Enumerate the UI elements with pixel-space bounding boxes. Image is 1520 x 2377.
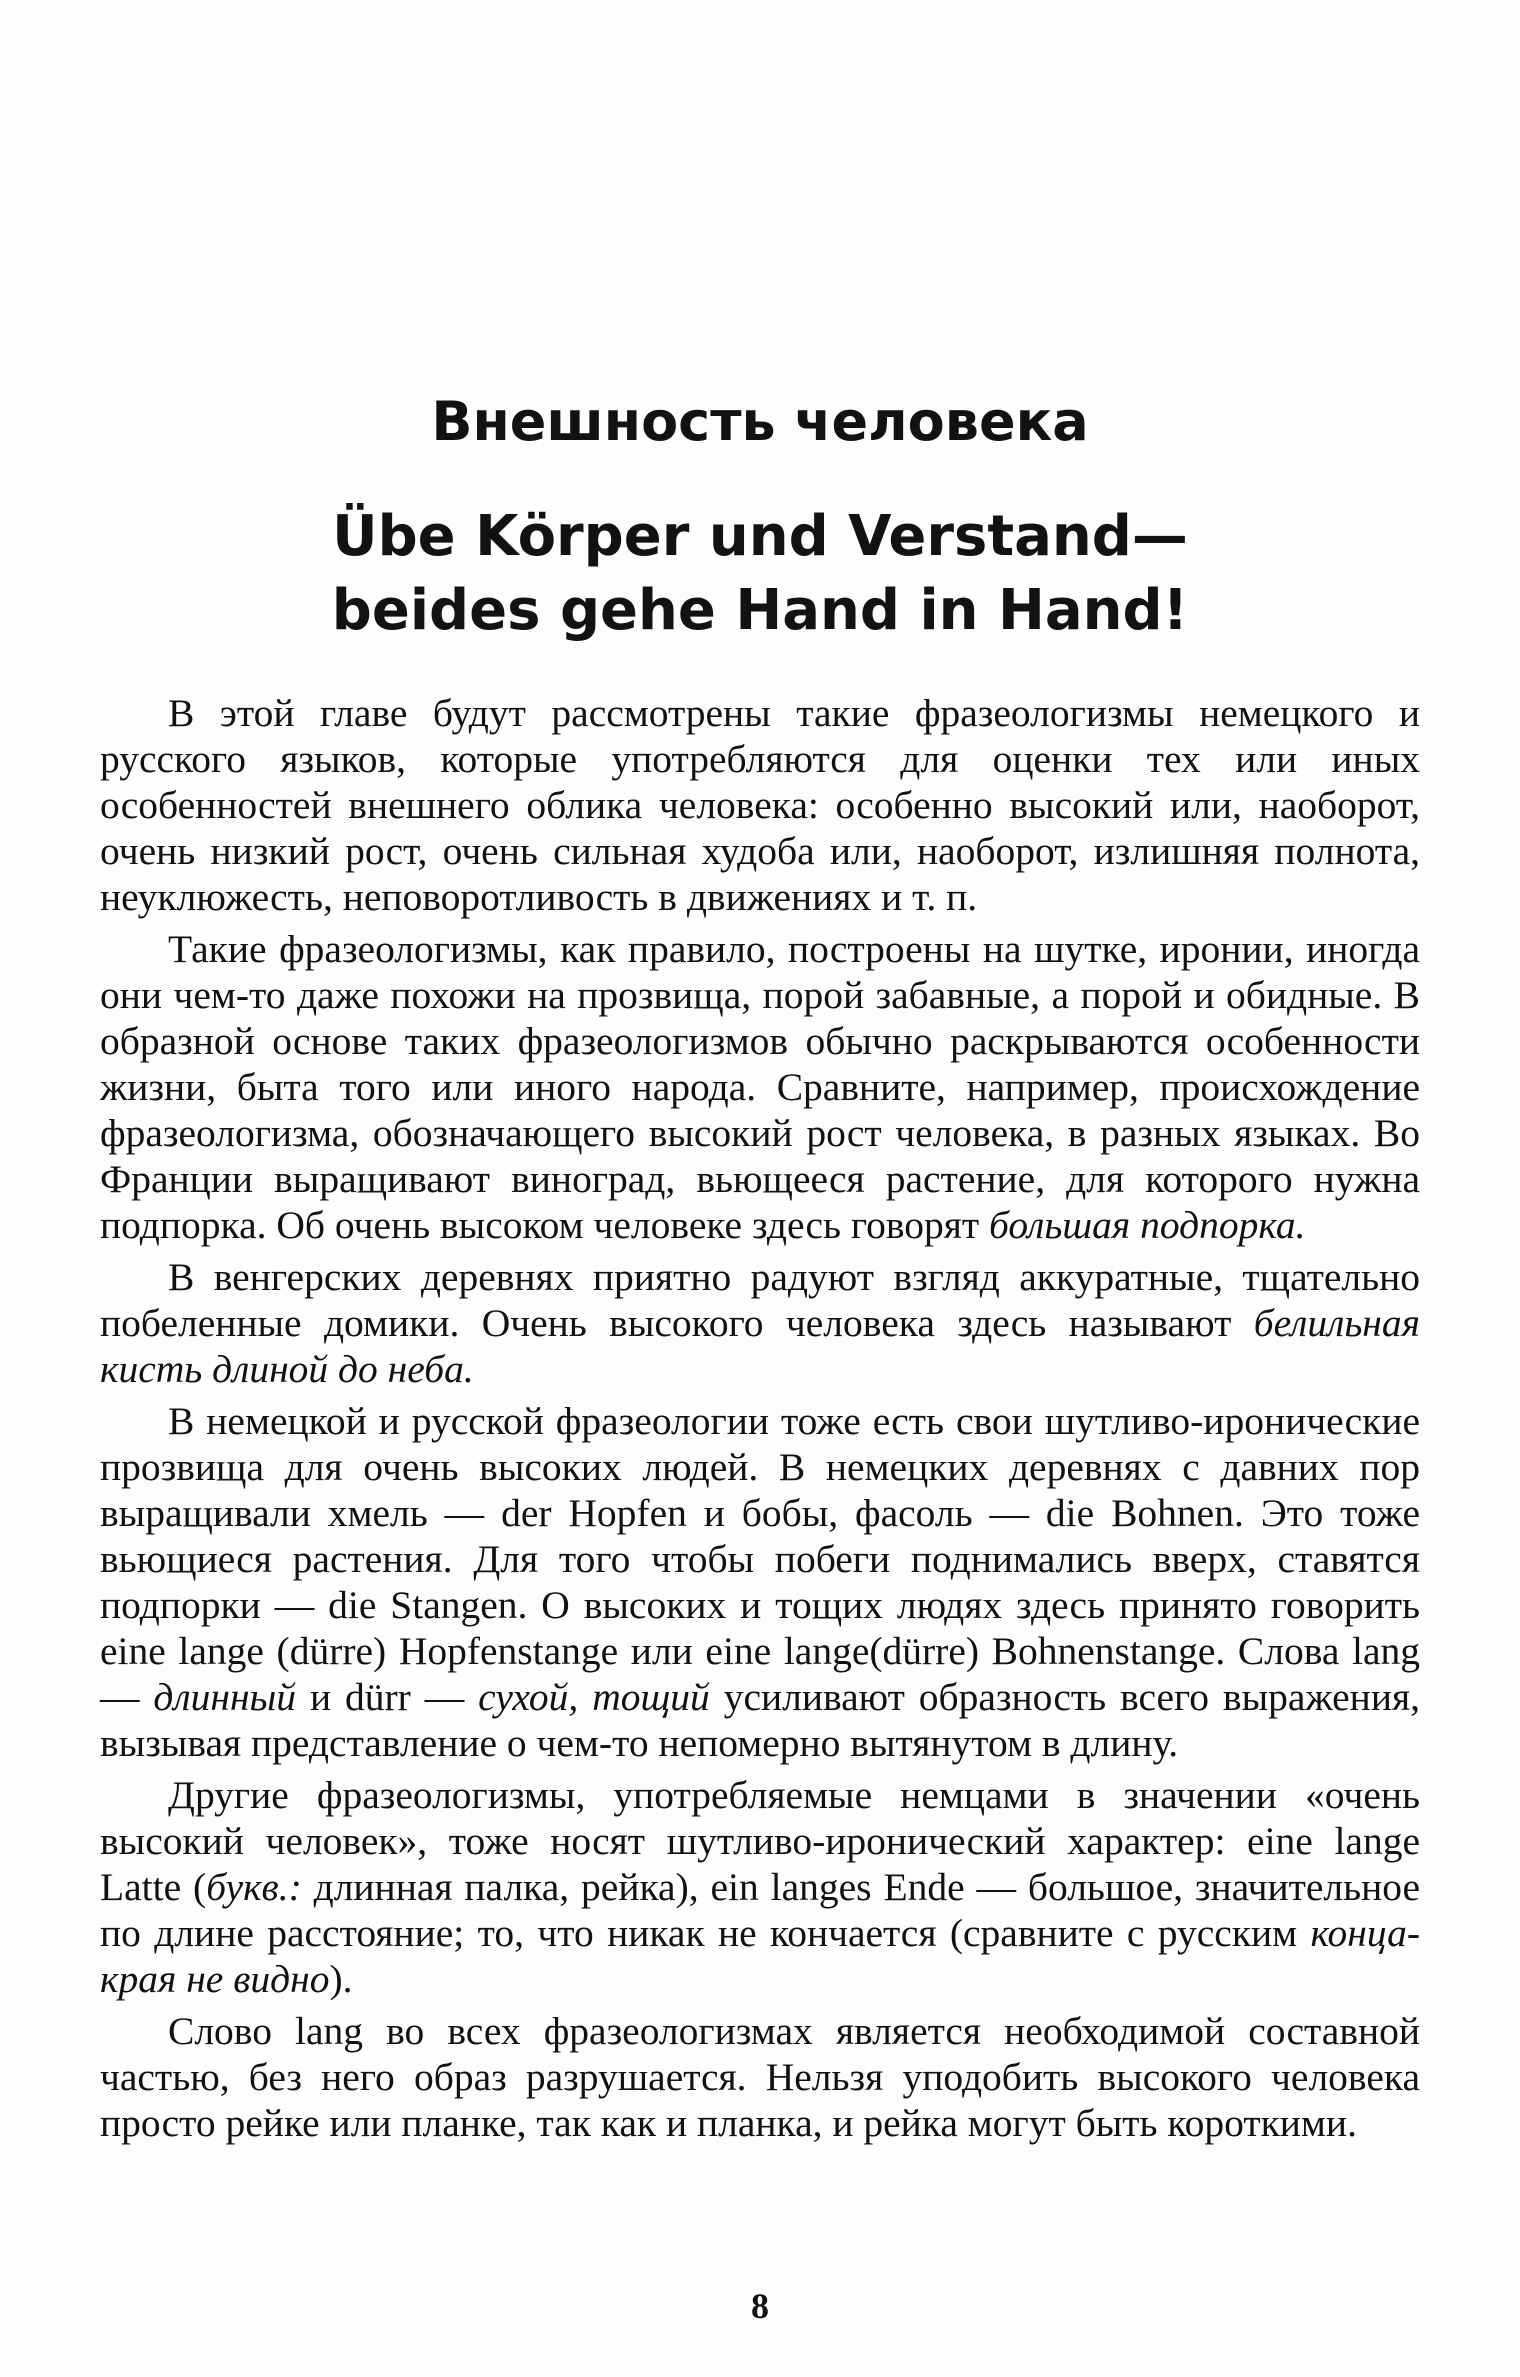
paragraph: [100, 926, 1420, 1248]
italic-text: конца-края не видно: [100, 1911, 1420, 2001]
body-text: [100, 690, 1420, 2152]
paragraph: [100, 1772, 1420, 2002]
epigraph-line-2: beides gehe Hand in Hand!: [331, 578, 1189, 643]
page-number: 8: [751, 2286, 769, 2326]
text-run: В этой главе будут рассмотрены такие фразеологизмы немецкого и русского языков, которые употребляются для оценки тех или иных особенностей внешнего облика человека: особенно высокий или, наоборот, очень низкий рост, очень сильная худоба или, наоборот, излишняя полнота, неуклюжесть, неповоротливость в движениях и т. п.: [100, 691, 1420, 919]
epigraph-line-1: Übe Körper und Verstand—: [332, 504, 1188, 569]
paragraph: [100, 690, 1420, 920]
text-run: Другие фразеологизмы, употребляемые немцами в значении «очень высокий человек», тоже носят шутливо-иронический характер: eine lange Latte (: [100, 1773, 1420, 1909]
chapter-title: Внешность человека: [431, 390, 1089, 453]
paragraph: [100, 2008, 1420, 2146]
italic-text: сухой, тощий: [478, 1675, 710, 1719]
italic-text: большая подпорка.: [989, 1203, 1306, 1247]
text-run: Такие фразеологизмы, как правило, построены на шутке, иронии, иногда они чем-то даже похожи на прозвища, порой забавные, а порой и обидные. В образной основе таких фразеологизмов обычно раскрываются особенности жизни, быта того или иного народа. Сравните, например, происхождение фразеологизма, обозначающего высокий рост человека, в разных языках. Во Франции выращивают виноград, вьющееся растение, для которого нужна подпорка. Об очень высоком человеке здесь говорят: [100, 927, 1420, 1247]
paragraph: [100, 1398, 1420, 1766]
text-run: Слово lang во всех фразеологизмах является необходимой составной частью, без него образ разрушается. Нельзя уподобить высокого человека просто рейке или планке, так как и планка, и рейка могут быть короткими.: [100, 2009, 1420, 2145]
text-run: В немецкой и русской фразеологии тоже есть свои шутливо-иронические прозвища для очень высоких людей. В немецких деревнях с давних пор выращивали хмель — der Hopfen и бобы, фасоль — die Bohnen. Это тоже вьющиеся растения. Для того чтобы побеги поднимались вверх, ставятся подпорки — die Stangen. О высоких и тощих людях здесь принято говорить eine lange (dürre) Hopfenstange или eine lange(dürre) Bohnenstange. Слова lang —: [100, 1399, 1420, 1719]
italic-text: длинный: [153, 1675, 297, 1719]
italic-text: белильная кисть длиной до неба.: [100, 1301, 1420, 1391]
text-run: усиливают образность всего выражения, вызывая представление о чем-то непомерно вытянутом в длину.: [100, 1675, 1421, 1765]
paragraph: [100, 1254, 1420, 1392]
italic-text: букв.:: [206, 1865, 302, 1909]
epigraph: [0, 500, 1520, 648]
text-run: ).: [329, 1957, 353, 2001]
text-run: длинная палка, рейка), ein langes Ende — большое, значительное по длине расстояние; то, что никак не кончается (сравните с русским: [100, 1865, 1421, 1955]
text-run: и dürr —: [296, 1675, 479, 1719]
text-run: В венгерских деревнях приятно радуют взгляд аккуратные, тщательно побеленные домики. Очень высокого человека здесь называют: [100, 1255, 1420, 1345]
